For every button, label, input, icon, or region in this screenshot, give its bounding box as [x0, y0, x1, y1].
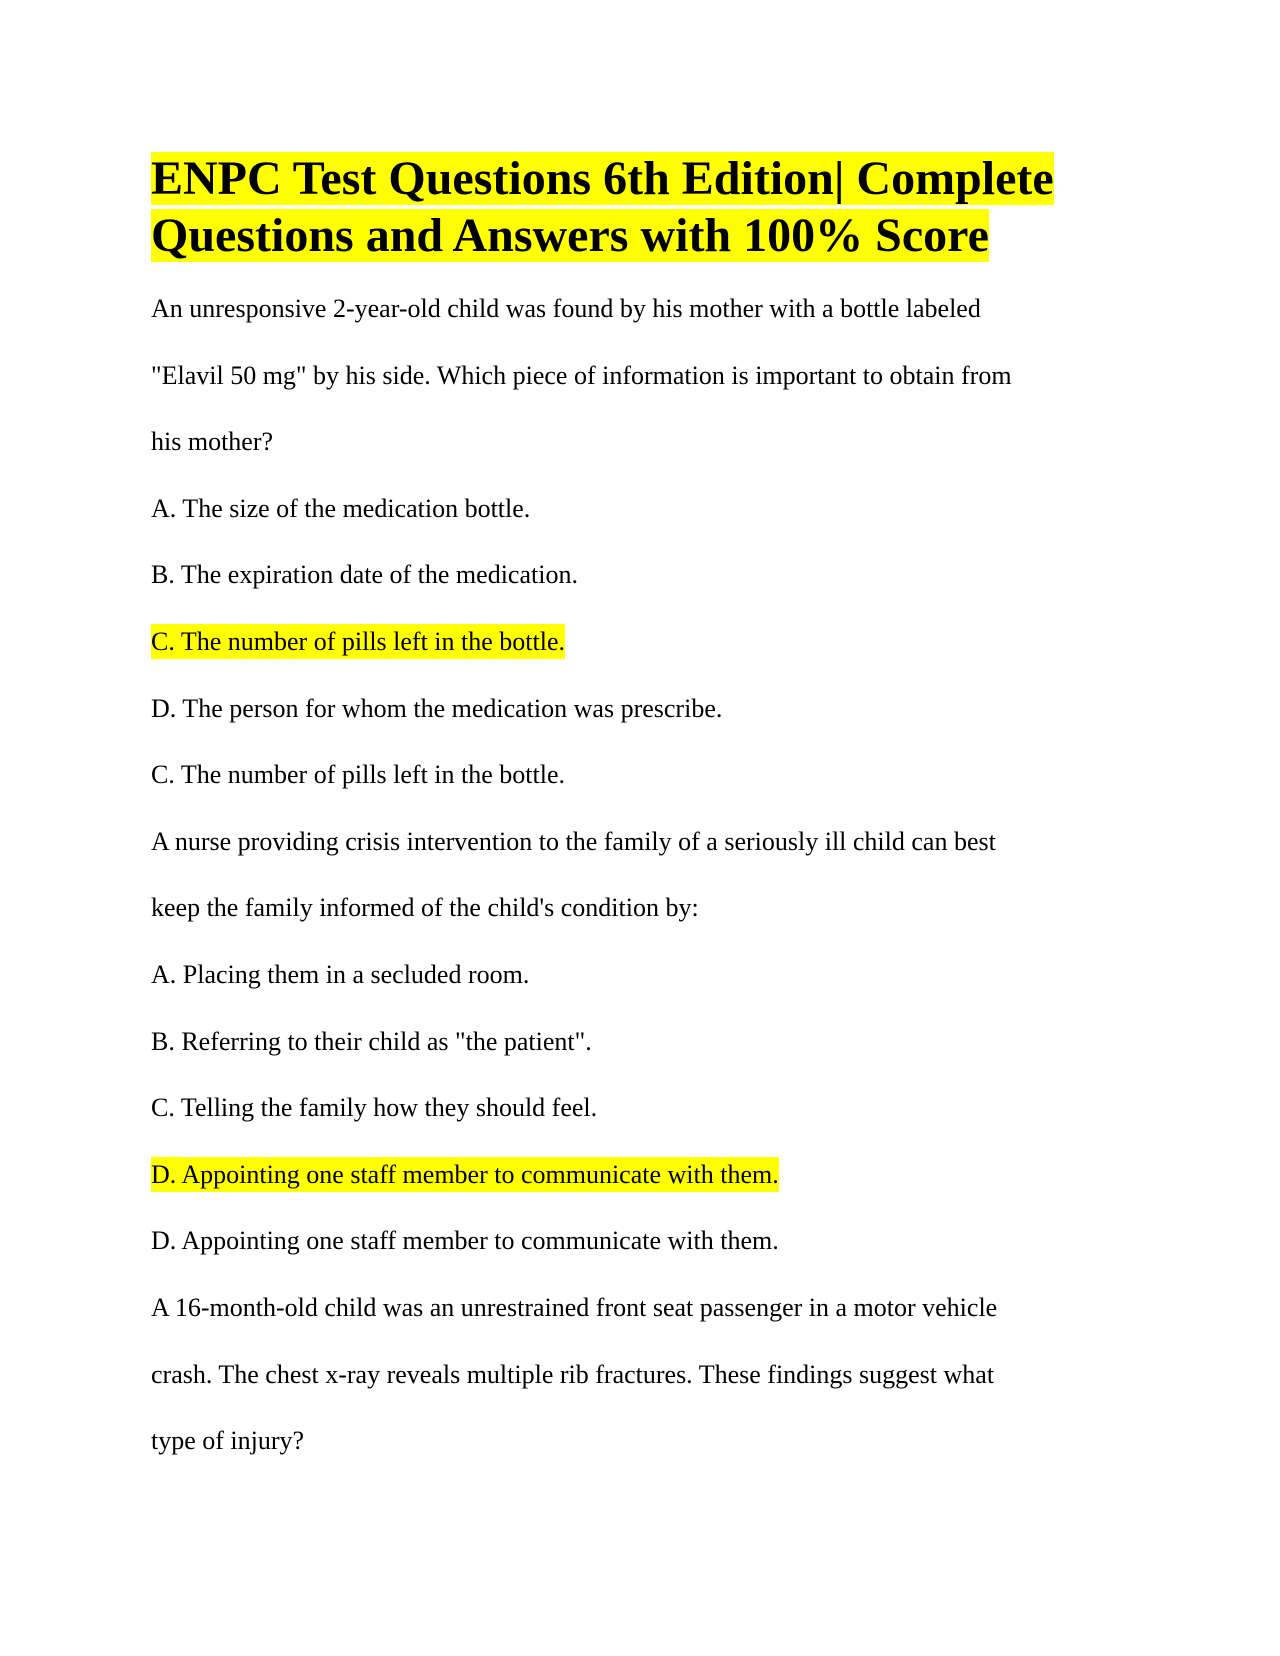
text-line [151, 542, 1151, 609]
line-text: B. The expiration date of the medication. [151, 560, 578, 590]
line-text: D. Appointing one staff member to communicate with them. [151, 1157, 779, 1192]
line-text: A nurse providing crisis intervention to the family of a seriously ill child can best [151, 826, 996, 856]
line-text: C. The number of pills left in the bottle. [151, 624, 565, 659]
text-line [151, 1342, 1151, 1409]
text-line [151, 409, 1151, 476]
document-title [151, 150, 1151, 264]
line-text: A. Placing them in a secluded room. [151, 959, 530, 989]
line-text: D. Appointing one staff member to communicate with them. [151, 1226, 779, 1256]
title-text: ENPC Test Questions 6th Edition| Complete Questions and Answers with 100% Score [151, 152, 1054, 262]
line-text: type of injury? [151, 1426, 305, 1456]
text-line [151, 1208, 1151, 1275]
text-line [151, 1275, 1151, 1342]
text-line [151, 742, 1151, 809]
text-line [151, 676, 1151, 743]
line-text: A 16-month-old child was an unrestrained front seat passenger in a motor vehicle [151, 1292, 998, 1322]
line-text: B. Referring to their child as "the patient". [151, 1026, 592, 1056]
line-text: C. The number of pills left in the bottle. [151, 760, 566, 790]
line-text: keep the family informed of the child's condition by: [151, 893, 699, 923]
text-line [151, 276, 1151, 343]
text-line [151, 343, 1151, 410]
highlighted-answer-line [151, 1142, 1151, 1209]
line-text: An unresponsive 2-year-old child was found by his mother with a bottle labeled [151, 294, 981, 323]
text-line [151, 875, 1151, 942]
text-line [151, 476, 1151, 543]
text-line [151, 1009, 1151, 1076]
text-line [151, 1075, 1151, 1142]
text-line [151, 809, 1151, 876]
highlighted-answer-line [151, 609, 1151, 676]
line-text: his mother? [151, 427, 274, 457]
line-text: crash. The chest x-ray reveals multiple rib fractures. These findings suggest what [151, 1359, 995, 1389]
line-text: A. The size of the medication bottle. [151, 493, 531, 523]
line-text: "Elavil 50 mg" by his side. Which piece of information is important to obtain from [151, 360, 1012, 390]
text-line [151, 1408, 1151, 1475]
line-text: C. Telling the family how they should feel. [151, 1093, 598, 1123]
text-line [151, 942, 1151, 1009]
document-body [151, 276, 1151, 1475]
line-text: D. The person for whom the medication was prescribe. [151, 693, 723, 723]
